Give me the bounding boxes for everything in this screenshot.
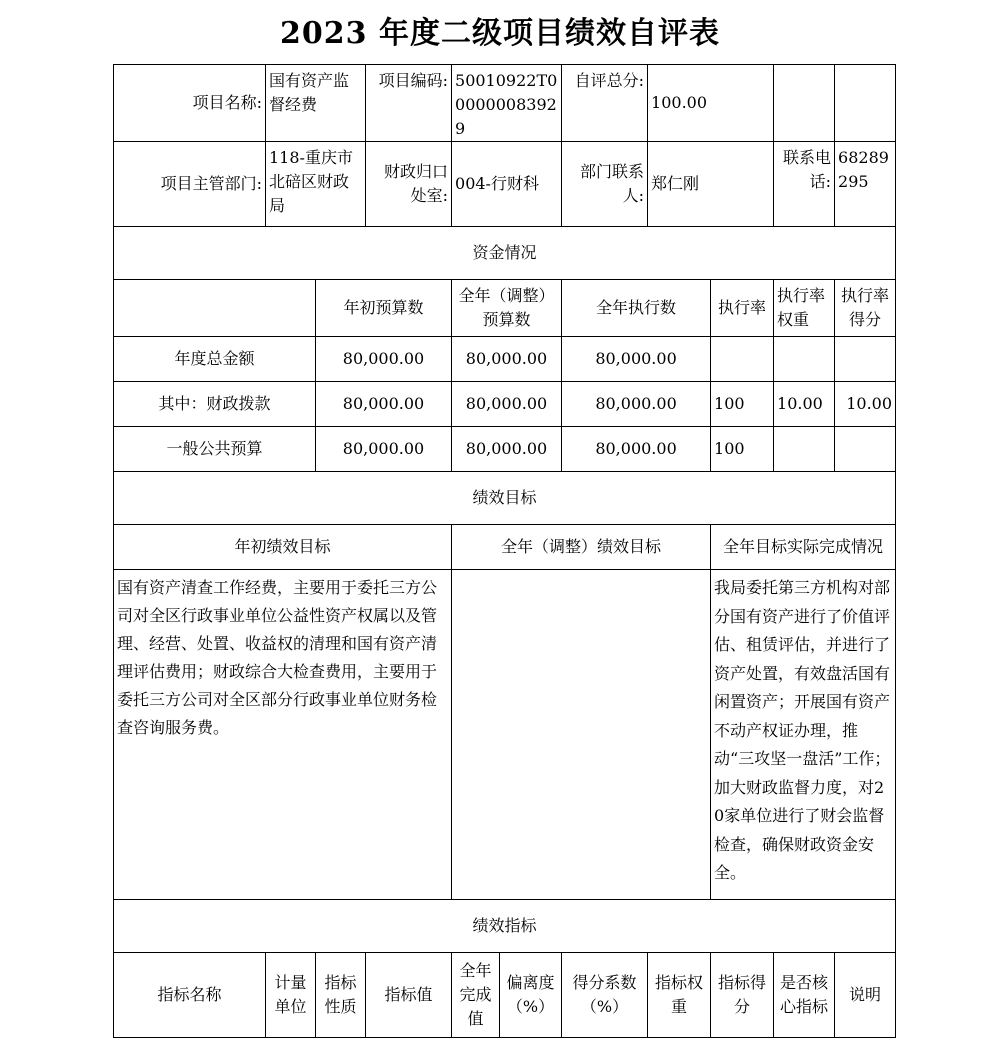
info-row-1 bbox=[114, 65, 896, 142]
funds-row-weight: 10.00 bbox=[774, 382, 835, 427]
goals-section-title: 绩效目标 bbox=[114, 472, 896, 525]
ind-header-value: 指标值 bbox=[366, 953, 452, 1038]
project-name-label: 项目名称: bbox=[114, 65, 266, 142]
adjusted-goal-text bbox=[452, 570, 711, 900]
performance-table bbox=[113, 64, 896, 1038]
office-label: 财政归口处室: bbox=[366, 142, 452, 227]
indicators-section-title: 绩效指标 bbox=[114, 900, 896, 953]
self-score-value: 100.00 bbox=[648, 65, 774, 142]
funds-row-score: 10.00 bbox=[835, 382, 896, 427]
ind-header-coefficient: 得分系数（%） bbox=[562, 953, 648, 1038]
ind-header-core: 是否核心指标 bbox=[774, 953, 835, 1038]
funds-section-row bbox=[114, 227, 896, 280]
ind-header-completed: 全年完成值 bbox=[452, 953, 500, 1038]
contact-value: 郑仁刚 bbox=[648, 142, 774, 227]
ind-header-unit: 计量单位 bbox=[266, 953, 316, 1038]
project-code-value: 50010922T000000083929 bbox=[452, 65, 562, 142]
goals-header-row bbox=[114, 525, 896, 570]
funds-row bbox=[114, 337, 896, 382]
funds-row-initial: 80,000.00 bbox=[316, 337, 452, 382]
goals-header-adjusted: 全年（调整）绩效目标 bbox=[452, 525, 711, 570]
funds-row-initial: 80,000.00 bbox=[316, 427, 452, 472]
funds-row-initial: 80,000.00 bbox=[316, 382, 452, 427]
page-title: 2023 年度二级项目绩效自评表 bbox=[280, 16, 720, 51]
funds-row bbox=[114, 427, 896, 472]
project-code-label: 项目编码: bbox=[366, 65, 452, 142]
project-name-value: 国有资产监督经费 bbox=[266, 65, 366, 142]
funds-row-score bbox=[835, 337, 896, 382]
ind-header-nature: 指标性质 bbox=[316, 953, 366, 1038]
funds-row-weight bbox=[774, 337, 835, 382]
funds-header-rate: 执行率 bbox=[711, 280, 774, 337]
office-value: 004-行财科 bbox=[452, 142, 562, 227]
dept-value: 118-重庆市北碚区财政局 bbox=[266, 142, 366, 227]
phone-label: 联系电话: bbox=[774, 142, 835, 227]
ind-header-deviation: 偏离度（%） bbox=[500, 953, 562, 1038]
funds-row-rate: 100 bbox=[711, 427, 774, 472]
funds-header-adjusted: 全年（调整）预算数 bbox=[452, 280, 562, 337]
contact-label: 部门联系人: bbox=[562, 142, 648, 227]
goals-content-row bbox=[114, 570, 896, 900]
funds-section-title: 资金情况 bbox=[114, 227, 896, 280]
funds-header-row bbox=[114, 280, 896, 337]
empty-cell bbox=[835, 65, 896, 142]
goals-header-actual: 全年目标实际完成情况 bbox=[711, 525, 896, 570]
ind-header-name: 指标名称 bbox=[114, 953, 266, 1038]
funds-row-rate bbox=[711, 337, 774, 382]
ind-header-note: 说明 bbox=[835, 953, 896, 1038]
funds-row-label: 年度总金额 bbox=[114, 337, 316, 382]
funds-header-blank bbox=[114, 280, 316, 337]
funds-row-adjusted: 80,000.00 bbox=[452, 337, 562, 382]
empty-cell bbox=[774, 65, 835, 142]
phone-value: 68289295 bbox=[835, 142, 896, 227]
self-score-label: 自评总分: bbox=[562, 65, 648, 142]
funds-row-executed: 80,000.00 bbox=[562, 382, 711, 427]
indicators-section-row bbox=[114, 900, 896, 953]
ind-header-weight: 指标权重 bbox=[648, 953, 711, 1038]
funds-row-label: 一般公共预算 bbox=[114, 427, 316, 472]
goals-header-initial: 年初绩效目标 bbox=[114, 525, 452, 570]
funds-row-score bbox=[835, 427, 896, 472]
ind-header-score: 指标得分 bbox=[711, 953, 774, 1038]
goals-section-row bbox=[114, 472, 896, 525]
funds-row-executed: 80,000.00 bbox=[562, 337, 711, 382]
indicators-header-row bbox=[114, 953, 896, 1038]
actual-completion-text: 我局委托第三方机构对部分国有资产进行了价值评估、租赁评估，并进行了资产处置，有效盘活国有闲置资产；开展国有资产不动产权证办理，推动“三攻坚一盘活”工作；加大财政监督力度，对20家单位进行了财会监督检查，确保财政资金安全。 bbox=[711, 570, 896, 900]
dept-label: 项目主管部门: bbox=[114, 142, 266, 227]
funds-row-executed: 80,000.00 bbox=[562, 427, 711, 472]
funds-row-adjusted: 80,000.00 bbox=[452, 382, 562, 427]
funds-row-weight bbox=[774, 427, 835, 472]
funds-row bbox=[114, 382, 896, 427]
funds-header-weight: 执行率权重 bbox=[774, 280, 835, 337]
funds-row-adjusted: 80,000.00 bbox=[452, 427, 562, 472]
info-row-2 bbox=[114, 142, 896, 227]
funds-row-label: 其中：财政拨款 bbox=[114, 382, 316, 427]
funds-row-rate: 100 bbox=[711, 382, 774, 427]
initial-goal-text: 国有资产清查工作经费，主要用于委托三方公司对全区行政事业单位公益性资产权属以及管理、经营、处置、收益权的清理和国有资产清理评估费用；财政综合大检查费用，主要用于委托三方公司对全区部分行政事业单位财务检查咨询服务费。 bbox=[114, 570, 452, 900]
funds-header-score: 执行率得分 bbox=[835, 280, 896, 337]
funds-header-executed: 全年执行数 bbox=[562, 280, 711, 337]
funds-header-initial: 年初预算数 bbox=[316, 280, 452, 337]
